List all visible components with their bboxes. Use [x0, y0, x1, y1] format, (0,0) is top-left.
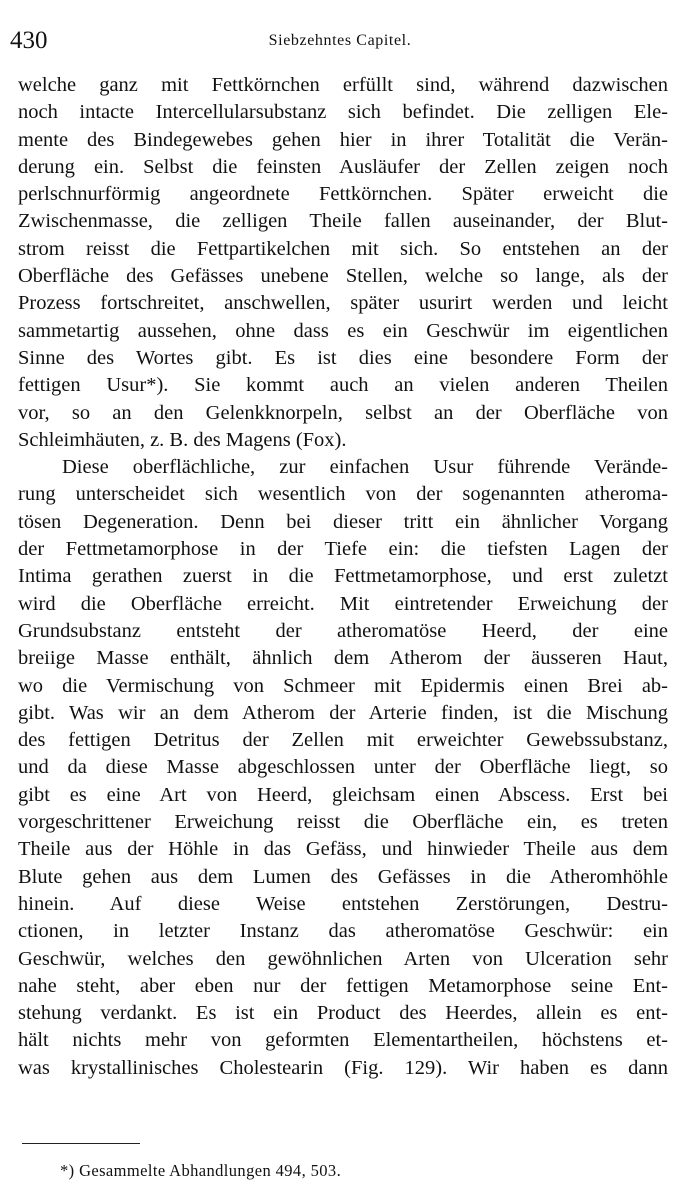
text-line: gibt es eine Art von Heerd, gleichsam einen Abscess. Erst bei [18, 783, 668, 806]
text-line: sammetartig aussehen, ohne dass es ein Geschwür im eigentlichen [18, 319, 668, 342]
text-line: gibt. Was wir an dem Atherom der Arterie finden, ist die Mischung [18, 701, 668, 724]
text-line: Zwischenmasse, die zelligen Theile fallen auseinander, der Blut- [18, 210, 668, 233]
text-line: vor, so an den Gelenkknorpeln, selbst an der Oberfläche von [18, 401, 668, 424]
text-line: ctionen, in letzter Instanz das atheromatöse Geschwür: ein [18, 920, 668, 943]
text-line: Blute gehen aus dem Lumen des Gefässes in die Atheromhöhle [18, 865, 668, 888]
text-line: Oberfläche des Gefässes unebene Stellen, welche so lange, als der [18, 265, 668, 288]
text-line: derung ein. Selbst die feinsten Ausläufer der Zellen zeigen noch [18, 155, 668, 178]
text-line: breiige Masse enthält, ähnlich dem Atherom der äusseren Haut, [18, 647, 668, 670]
footnote: *) Gesammelte Abhandlungen 494, 503. [60, 1161, 342, 1180]
text-line: was krystallinisches Cholestearin (Fig. 129). Wir haben es dann [18, 1056, 668, 1079]
text-line: welche ganz mit Fettkörnchen erfüllt sind, während dazwischen [18, 74, 668, 96]
text-line: perlschnurförmig angeordnete Fettkörnchen. Später erweicht die [18, 183, 668, 206]
running-title: Siebzehntes Capitel. [268, 32, 412, 49]
body-text [18, 72, 668, 1082]
text-line: strom reisst die Fettpartikelchen mit sich. So entstehen an der [18, 237, 668, 260]
text-line: hinein. Auf diese Weise entstehen Zerstörungen, Destru- [18, 892, 668, 915]
text-line: wird die Oberfläche erreicht. Mit eintretender Erweichung der [18, 592, 668, 615]
text-line: vorgeschrittener Erweichung reisst die Oberfläche ein, es treten [18, 811, 668, 834]
page-number: 430 [10, 27, 48, 54]
text-line: wo die Vermischung von Schmeer mit Epidermis einen Brei ab- [18, 674, 668, 697]
text-line: mente des Bindegewebes gehen hier in ihrer Totalität die Verän- [18, 128, 668, 151]
text-line: Sinne des Wortes gibt. Es ist dies eine besondere Form der [18, 346, 668, 369]
text-line: Geschwür, welches den gewöhnlichen Arten von Ulceration sehr [18, 947, 668, 970]
text-line: nahe steht, aber eben nur der fettigen Metamorphose seine Ent- [18, 974, 668, 997]
text-line: stehung verdankt. Es ist ein Product des Heerdes, allein es ent- [18, 1002, 668, 1025]
page-header [10, 26, 670, 56]
text-line: Theile aus der Höhle in das Gefäss, und hinwieder Theile aus dem [18, 838, 668, 861]
paragraph-start-line: Diese oberflächliche, zur einfachen Usur führende Verände- [62, 456, 668, 479]
text-line: Grundsubstanz entsteht der atheromatöse Heerd, der eine [18, 619, 668, 642]
footnote-divider [22, 1143, 140, 1144]
text-line: noch intacte Intercellularsubstanz sich befindet. Die zelligen Ele- [18, 101, 668, 124]
text-line: rung unterscheidet sich wesentlich von der sogenannten atheroma- [18, 483, 668, 506]
text-line: fettigen Usur*). Sie kommt auch an vielen anderen Theilen [18, 374, 668, 397]
text-line: des fettigen Detritus der Zellen mit erweichter Gewebssubstanz, [18, 729, 668, 752]
text-line: und da diese Masse abgeschlossen unter der Oberfläche liegt, so [18, 756, 668, 779]
text-line: Schleimhäuten, z. B. des Magens (Fox). [18, 428, 347, 451]
text-line: hält nichts mehr von geformten Elementartheilen, höchstens et- [18, 1029, 668, 1052]
text-line: Prozess fortschreitet, anschwellen, später usurirt werden und leicht [18, 292, 668, 315]
text-line: der Fettmetamorphose in der Tiefe ein: die tiefsten Lagen der [18, 538, 668, 561]
text-line: tösen Degeneration. Denn bei dieser tritt ein ähnlicher Vorgang [18, 510, 668, 533]
text-line: Intima gerathen zuerst in die Fettmetamorphose, und erst zuletzt [18, 565, 668, 588]
